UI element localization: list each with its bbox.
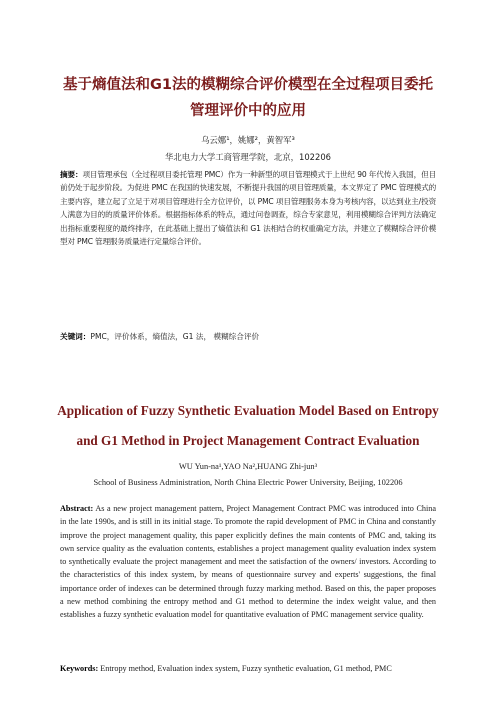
english-keywords-label: Keywords: [60, 664, 99, 673]
chinese-abstract-label: 摘要： [60, 170, 83, 179]
english-keywords [60, 662, 436, 675]
chinese-keywords-text: PMC，评价体系，熵值法，G1 法， 模糊综合评价 [90, 332, 260, 341]
chinese-affiliation: 华北电力大学工商管理学院，北京，102206 [165, 152, 331, 162]
english-title-line-2: and G1 Method in Project Management Contract Evaluation [76, 433, 420, 448]
chinese-authors: 乌云娜¹，姚娜²，黄智军³ [201, 135, 295, 145]
english-abstract [60, 502, 436, 622]
chinese-abstract [60, 168, 436, 248]
english-affiliation: School of Business Administration, North China Electric Power University, Beijing, 102206 [93, 478, 403, 487]
chinese-title-line-2: 管理评价中的应用 [190, 103, 306, 119]
english-title [30, 400, 466, 452]
chinese-abstract-text: 项目管理承包（全过程项目委托管理 PMC）作为一种新型的项目管理模式于上世纪 90 年代传入我国，但目前仍处于起步阶段。为促进 PMC 在我国的快速发展，不断提升我国的项目管理质量，本文界定了 PMC 管理模式的主要内容，建立起了立足于对项目管理进行全方位评价，以 PMC 项目管理服务本身为考核内容，以达到业主/投资人满意为目的的质量评价体系。根据指标体系的特点，通过问卷调查，综合专家意见，利用模糊综合评判方法确定出指标重要程度的最终排序，在此基础上提出了熵值法和 G1 法相结合的权重确定方法，并建立了模糊综合评价模型对 PMC 管理服务质量进行定量综合评价。 [60, 170, 436, 247]
english-keywords-text: Entropy method, Evaluation index system, Fuzzy synthetic evaluation, G1 method, PMC [98, 664, 392, 673]
chinese-keywords-label: 关键词： [60, 332, 91, 341]
chinese-title-line-1: 基于熵值法和G1法的模糊综合评价模型在全过程项目委托 [63, 77, 433, 93]
chinese-keywords [60, 331, 436, 342]
english-title-line-1: Application of Fuzzy Synthetic Evaluation Model Based on Entropy [57, 403, 439, 418]
chinese-title [40, 76, 456, 120]
english-abstract-label: Abstract: [60, 504, 94, 513]
english-abstract-text: As a new project management pattern, Project Management Contract PMC was introduced into China in the late 1990s, and is still in its initial stage. To promote the rapid development of PMC in China and constantly improve the project management quality, this paper explicitly defines the main contents of PMC and, taking its own service quality as the evaluation contents, establishes a project management quality evaluation index system to synthetically evaluate the project management and meet the satisfaction of the owners/ investors. According to the characteristics of this index system, by means of questionnaire survey and experts' suggestions, the final importance order of indexes can be determined through fuzzy marking method. Based on this, the paper proposes a new method combining the entropy method and G1 method to determine the index weight value, and then establishes a fuzzy synthetic evaluation model for quantitative evaluation of PMC management service quality. [60, 504, 436, 620]
english-authors: WU Yun-na¹,YAO Na²,HUANG Zhi-jun³ [178, 462, 318, 471]
